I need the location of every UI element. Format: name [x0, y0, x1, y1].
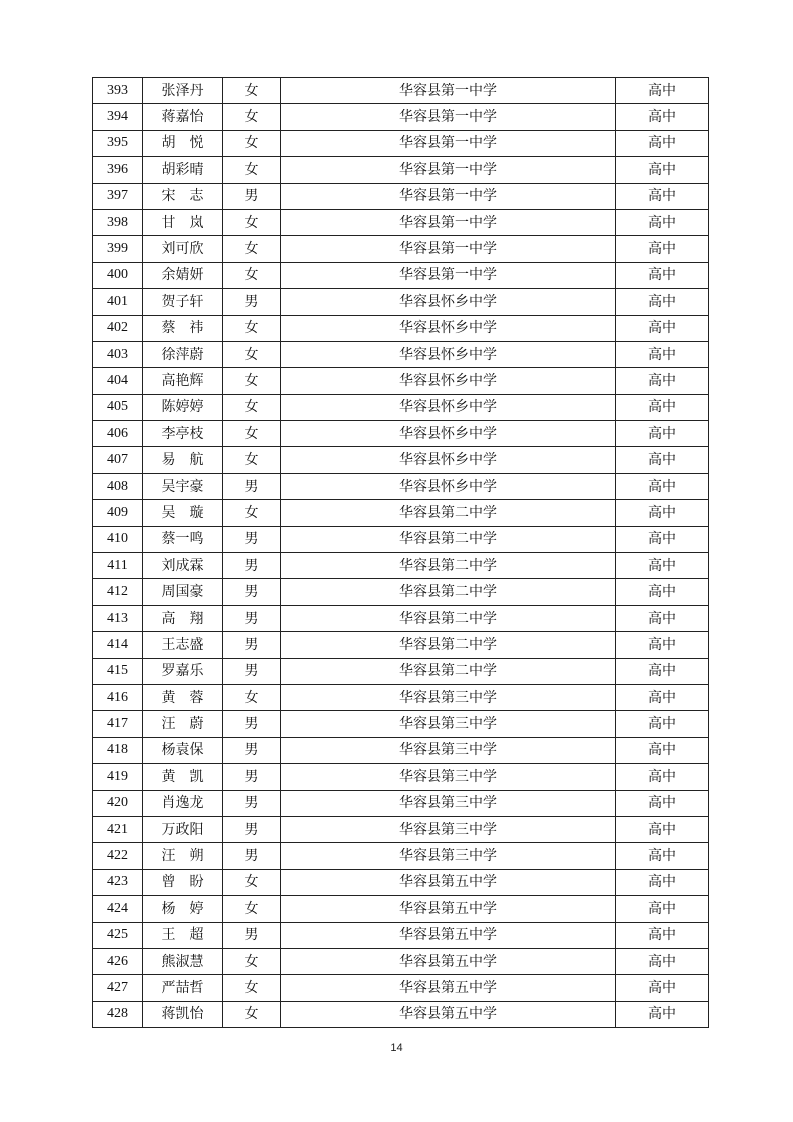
level-cell: 高中: [616, 579, 709, 605]
table-row: [93, 78, 709, 104]
school-cell: 华容县第一中学: [281, 78, 616, 104]
level-cell: 高中: [616, 183, 709, 209]
row-number-cell: 405: [93, 394, 143, 420]
row-number-cell: 416: [93, 684, 143, 710]
level-cell: 高中: [616, 447, 709, 473]
table-row: [93, 473, 709, 499]
row-number-cell: 411: [93, 553, 143, 579]
row-number-cell: 394: [93, 104, 143, 130]
student-name-cell: 黄 蓉: [143, 684, 223, 710]
table-row: [93, 790, 709, 816]
gender-cell: 女: [223, 368, 281, 394]
level-cell: 高中: [616, 790, 709, 816]
school-cell: 华容县第一中学: [281, 157, 616, 183]
gender-cell: 女: [223, 341, 281, 367]
gender-cell: 男: [223, 289, 281, 315]
gender-cell: 男: [223, 790, 281, 816]
school-cell: 华容县怀乡中学: [281, 368, 616, 394]
school-cell: 华容县怀乡中学: [281, 394, 616, 420]
school-cell: 华容县怀乡中学: [281, 289, 616, 315]
student-name-cell: 肖逸龙: [143, 790, 223, 816]
level-cell: 高中: [616, 78, 709, 104]
row-number-cell: 393: [93, 78, 143, 104]
student-name-cell: 高艳辉: [143, 368, 223, 394]
table-row: [93, 421, 709, 447]
student-name-cell: 万政阳: [143, 816, 223, 842]
table-row: [93, 130, 709, 156]
school-cell: 华容县第一中学: [281, 209, 616, 235]
gender-cell: 女: [223, 500, 281, 526]
table-row: [93, 922, 709, 948]
level-cell: 高中: [616, 658, 709, 684]
school-cell: 华容县第一中学: [281, 130, 616, 156]
level-cell: 高中: [616, 632, 709, 658]
gender-cell: 男: [223, 816, 281, 842]
row-number-cell: 399: [93, 236, 143, 262]
school-cell: 华容县怀乡中学: [281, 341, 616, 367]
row-number-cell: 406: [93, 421, 143, 447]
row-number-cell: 412: [93, 579, 143, 605]
table-row: [93, 605, 709, 631]
level-cell: 高中: [616, 341, 709, 367]
student-name-cell: 刘可欣: [143, 236, 223, 262]
level-cell: 高中: [616, 209, 709, 235]
student-name-cell: 熊淑慧: [143, 948, 223, 974]
level-cell: 高中: [616, 948, 709, 974]
table-row: [93, 658, 709, 684]
student-name-cell: 徐萍蔚: [143, 341, 223, 367]
school-cell: 华容县第三中学: [281, 816, 616, 842]
row-number-cell: 417: [93, 711, 143, 737]
roster-table-body: [93, 78, 709, 1028]
row-number-cell: 397: [93, 183, 143, 209]
student-name-cell: 罗嘉乐: [143, 658, 223, 684]
gender-cell: 男: [223, 737, 281, 763]
student-name-cell: 汪 朔: [143, 843, 223, 869]
gender-cell: 男: [223, 632, 281, 658]
row-number-cell: 421: [93, 816, 143, 842]
row-number-cell: 413: [93, 605, 143, 631]
school-cell: 华容县第一中学: [281, 236, 616, 262]
table-row: [93, 843, 709, 869]
gender-cell: 男: [223, 711, 281, 737]
table-row: [93, 737, 709, 763]
gender-cell: 女: [223, 948, 281, 974]
row-number-cell: 409: [93, 500, 143, 526]
student-name-cell: 蒋嘉怡: [143, 104, 223, 130]
table-row: [93, 262, 709, 288]
gender-cell: 女: [223, 209, 281, 235]
student-name-cell: 刘成霖: [143, 553, 223, 579]
row-number-cell: 419: [93, 764, 143, 790]
level-cell: 高中: [616, 157, 709, 183]
gender-cell: 女: [223, 896, 281, 922]
level-cell: 高中: [616, 764, 709, 790]
student-name-cell: 陈婷婷: [143, 394, 223, 420]
row-number-cell: 398: [93, 209, 143, 235]
student-name-cell: 杨 婷: [143, 896, 223, 922]
level-cell: 高中: [616, 869, 709, 895]
student-roster-table: [92, 77, 709, 1028]
student-name-cell: 易 航: [143, 447, 223, 473]
student-name-cell: 胡彩晴: [143, 157, 223, 183]
page-number: 14: [390, 1042, 403, 1054]
table-row: [93, 157, 709, 183]
level-cell: 高中: [616, 421, 709, 447]
student-name-cell: 余婧妍: [143, 262, 223, 288]
school-cell: 华容县第二中学: [281, 526, 616, 552]
gender-cell: 男: [223, 579, 281, 605]
row-number-cell: 428: [93, 1001, 143, 1027]
student-name-cell: 杨袁保: [143, 737, 223, 763]
row-number-cell: 418: [93, 737, 143, 763]
student-name-cell: 王志盛: [143, 632, 223, 658]
student-name-cell: 严喆哲: [143, 975, 223, 1001]
level-cell: 高中: [616, 711, 709, 737]
gender-cell: 女: [223, 394, 281, 420]
gender-cell: 男: [223, 843, 281, 869]
level-cell: 高中: [616, 737, 709, 763]
gender-cell: 女: [223, 975, 281, 1001]
table-row: [93, 711, 709, 737]
school-cell: 华容县第二中学: [281, 500, 616, 526]
school-cell: 华容县第五中学: [281, 948, 616, 974]
level-cell: 高中: [616, 394, 709, 420]
table-row: [93, 209, 709, 235]
school-cell: 华容县怀乡中学: [281, 315, 616, 341]
school-cell: 华容县第一中学: [281, 183, 616, 209]
gender-cell: 女: [223, 78, 281, 104]
row-number-cell: 395: [93, 130, 143, 156]
student-name-cell: 吴 璇: [143, 500, 223, 526]
row-number-cell: 427: [93, 975, 143, 1001]
table-row: [93, 869, 709, 895]
student-name-cell: 高 翔: [143, 605, 223, 631]
row-number-cell: 402: [93, 315, 143, 341]
school-cell: 华容县怀乡中学: [281, 421, 616, 447]
gender-cell: 女: [223, 130, 281, 156]
row-number-cell: 422: [93, 843, 143, 869]
level-cell: 高中: [616, 104, 709, 130]
gender-cell: 男: [223, 922, 281, 948]
level-cell: 高中: [616, 896, 709, 922]
row-number-cell: 410: [93, 526, 143, 552]
level-cell: 高中: [616, 262, 709, 288]
gender-cell: 男: [223, 473, 281, 499]
row-number-cell: 425: [93, 922, 143, 948]
row-number-cell: 396: [93, 157, 143, 183]
level-cell: 高中: [616, 684, 709, 710]
school-cell: 华容县第五中学: [281, 896, 616, 922]
table-row: [93, 764, 709, 790]
table-row: [93, 579, 709, 605]
student-name-cell: 张泽丹: [143, 78, 223, 104]
gender-cell: 男: [223, 526, 281, 552]
level-cell: 高中: [616, 526, 709, 552]
table-row: [93, 236, 709, 262]
gender-cell: 男: [223, 764, 281, 790]
table-row: [93, 104, 709, 130]
student-name-cell: 蔡一鸣: [143, 526, 223, 552]
table-row: [93, 1001, 709, 1027]
school-cell: 华容县怀乡中学: [281, 447, 616, 473]
student-name-cell: 曾 盼: [143, 869, 223, 895]
table-row: [93, 500, 709, 526]
school-cell: 华容县第一中学: [281, 262, 616, 288]
student-name-cell: 蔡 祎: [143, 315, 223, 341]
table-row: [93, 816, 709, 842]
level-cell: 高中: [616, 130, 709, 156]
table-row: [93, 553, 709, 579]
table-row: [93, 632, 709, 658]
student-name-cell: 王 超: [143, 922, 223, 948]
gender-cell: 女: [223, 104, 281, 130]
school-cell: 华容县第三中学: [281, 764, 616, 790]
gender-cell: 女: [223, 1001, 281, 1027]
level-cell: 高中: [616, 500, 709, 526]
level-cell: 高中: [616, 368, 709, 394]
school-cell: 华容县第三中学: [281, 737, 616, 763]
table-row: [93, 684, 709, 710]
school-cell: 华容县第五中学: [281, 1001, 616, 1027]
gender-cell: 男: [223, 658, 281, 684]
row-number-cell: 415: [93, 658, 143, 684]
school-cell: 华容县第五中学: [281, 869, 616, 895]
gender-cell: 女: [223, 157, 281, 183]
row-number-cell: 408: [93, 473, 143, 499]
school-cell: 华容县第五中学: [281, 975, 616, 1001]
school-cell: 华容县第五中学: [281, 922, 616, 948]
row-number-cell: 420: [93, 790, 143, 816]
level-cell: 高中: [616, 289, 709, 315]
table-row: [93, 896, 709, 922]
row-number-cell: 407: [93, 447, 143, 473]
row-number-cell: 424: [93, 896, 143, 922]
student-name-cell: 贺子轩: [143, 289, 223, 315]
level-cell: 高中: [616, 315, 709, 341]
gender-cell: 女: [223, 869, 281, 895]
table-row: [93, 289, 709, 315]
school-cell: 华容县第二中学: [281, 579, 616, 605]
table-row: [93, 394, 709, 420]
row-number-cell: 400: [93, 262, 143, 288]
level-cell: 高中: [616, 553, 709, 579]
table-row: [93, 183, 709, 209]
school-cell: 华容县第三中学: [281, 711, 616, 737]
gender-cell: 男: [223, 553, 281, 579]
row-number-cell: 414: [93, 632, 143, 658]
row-number-cell: 426: [93, 948, 143, 974]
student-name-cell: 胡 悦: [143, 130, 223, 156]
level-cell: 高中: [616, 1001, 709, 1027]
student-name-cell: 吴宇豪: [143, 473, 223, 499]
student-name-cell: 黄 凯: [143, 764, 223, 790]
level-cell: 高中: [616, 975, 709, 1001]
student-name-cell: 蒋凯怡: [143, 1001, 223, 1027]
table-row: [93, 948, 709, 974]
school-cell: 华容县第二中学: [281, 553, 616, 579]
school-cell: 华容县第二中学: [281, 632, 616, 658]
gender-cell: 男: [223, 605, 281, 631]
table-row: [93, 526, 709, 552]
level-cell: 高中: [616, 605, 709, 631]
school-cell: 华容县第三中学: [281, 790, 616, 816]
table-row: [93, 447, 709, 473]
row-number-cell: 423: [93, 869, 143, 895]
table-row: [93, 975, 709, 1001]
school-cell: 华容县第一中学: [281, 104, 616, 130]
student-name-cell: 周国豪: [143, 579, 223, 605]
student-name-cell: 汪 蔚: [143, 711, 223, 737]
gender-cell: 男: [223, 183, 281, 209]
school-cell: 华容县第三中学: [281, 843, 616, 869]
gender-cell: 女: [223, 447, 281, 473]
level-cell: 高中: [616, 816, 709, 842]
gender-cell: 女: [223, 315, 281, 341]
school-cell: 华容县第二中学: [281, 658, 616, 684]
student-name-cell: 李亭枝: [143, 421, 223, 447]
school-cell: 华容县第二中学: [281, 605, 616, 631]
student-name-cell: 宋 志: [143, 183, 223, 209]
level-cell: 高中: [616, 473, 709, 499]
row-number-cell: 403: [93, 341, 143, 367]
gender-cell: 女: [223, 236, 281, 262]
row-number-cell: 401: [93, 289, 143, 315]
school-cell: 华容县怀乡中学: [281, 473, 616, 499]
gender-cell: 女: [223, 421, 281, 447]
school-cell: 华容县第三中学: [281, 684, 616, 710]
row-number-cell: 404: [93, 368, 143, 394]
level-cell: 高中: [616, 922, 709, 948]
table-row: [93, 315, 709, 341]
gender-cell: 女: [223, 262, 281, 288]
student-name-cell: 甘 岚: [143, 209, 223, 235]
table-row: [93, 341, 709, 367]
table-row: [93, 368, 709, 394]
level-cell: 高中: [616, 843, 709, 869]
level-cell: 高中: [616, 236, 709, 262]
gender-cell: 女: [223, 684, 281, 710]
